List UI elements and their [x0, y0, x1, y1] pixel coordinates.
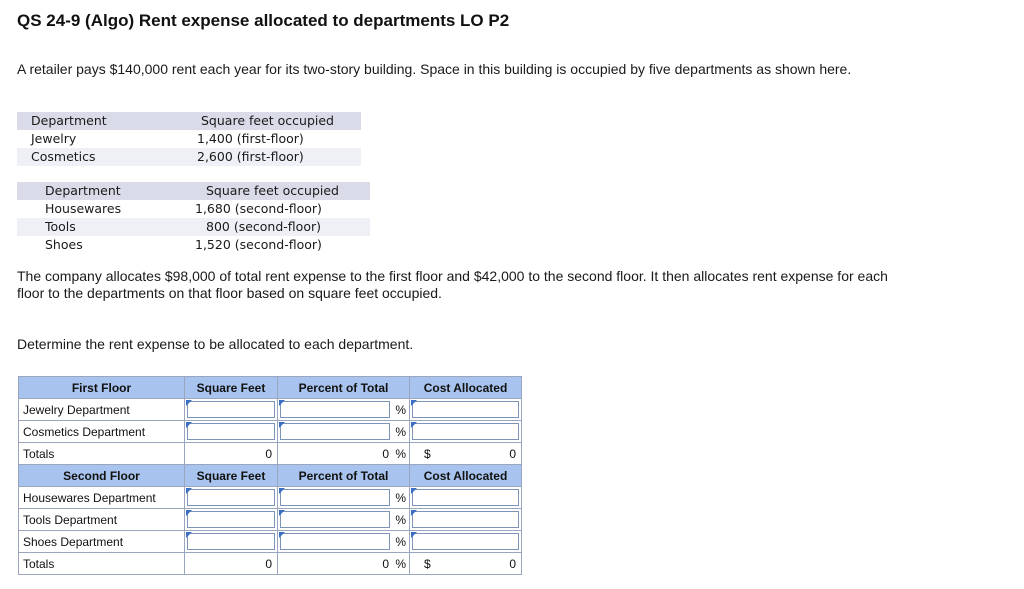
jewelry-sqft-input[interactable]	[185, 399, 278, 421]
total-sqft-cell	[185, 553, 278, 575]
first-floor-header-row	[19, 377, 522, 399]
totals-label: Totals	[19, 553, 185, 575]
input-marker-icon	[411, 488, 417, 494]
percent-sign: %	[395, 491, 406, 505]
dept-sqft: 2,600 (first-floor)	[197, 149, 304, 164]
second-floor-totals-row	[19, 553, 522, 575]
department-table-second-floor	[17, 182, 370, 254]
total-percent-value: 0	[382, 447, 389, 461]
table-row	[19, 509, 522, 531]
row-label-cosmetics: Cosmetics Department	[19, 421, 185, 443]
instruction-text: Determine the rent expense to be allocated to each department.	[17, 336, 414, 352]
row-label-shoes: Shoes Department	[19, 531, 185, 553]
dept-name: Housewares	[45, 201, 122, 216]
header-department: Department	[31, 113, 107, 128]
input-marker-icon	[279, 532, 285, 538]
table-row	[19, 399, 522, 421]
totals-label: Totals	[19, 443, 185, 465]
total-sqft-value: 0	[265, 557, 272, 571]
page-title: QS 24-9 (Algo) Rent expense allocated to departments LO P2	[17, 11, 510, 30]
percent-sign: %	[395, 403, 406, 417]
total-sqft-value: 0	[265, 447, 272, 461]
dept-name: Shoes	[45, 237, 83, 252]
row-label-housewares: Housewares Department	[19, 487, 185, 509]
input-marker-icon	[279, 400, 285, 406]
header-department: Department	[45, 183, 121, 198]
cosmetics-sqft-input[interactable]	[185, 421, 278, 443]
tools-cost-input[interactable]	[410, 509, 522, 531]
total-cost-value: 0	[509, 447, 516, 461]
input-marker-icon	[186, 510, 192, 516]
input-marker-icon	[186, 532, 192, 538]
col-cost-allocated: Cost Allocated	[410, 377, 522, 399]
table-row	[17, 148, 361, 166]
dept-sqft: 1,680 (second-floor)	[195, 201, 322, 216]
input-marker-icon	[279, 488, 285, 494]
col-square-feet: Square Feet	[185, 465, 278, 487]
total-cost-cell	[410, 443, 522, 465]
dollar-sign: $	[424, 447, 431, 461]
percent-sign: %	[395, 513, 406, 527]
input-marker-icon	[411, 422, 417, 428]
total-cost-value: 0	[509, 557, 516, 571]
housewares-cost-input[interactable]	[410, 487, 522, 509]
input-marker-icon	[411, 532, 417, 538]
dept-name: Tools	[45, 219, 76, 234]
col-percent-total: Percent of Total	[278, 465, 410, 487]
shoes-cost-input[interactable]	[410, 531, 522, 553]
percent-sign: %	[395, 425, 406, 439]
shoes-sqft-input[interactable]	[185, 531, 278, 553]
input-marker-icon	[279, 422, 285, 428]
row-label-jewelry: Jewelry Department	[19, 399, 185, 421]
intro-paragraph: A retailer pays $140,000 rent each year for its two-story building. Space in this building is occupied by five departments as shown here.	[17, 61, 852, 77]
shoes-percent-input[interactable]	[278, 531, 410, 553]
cosmetics-percent-input[interactable]	[278, 421, 410, 443]
second-floor-header-row	[19, 465, 522, 487]
cosmetics-cost-input[interactable]	[410, 421, 522, 443]
table-row	[19, 531, 522, 553]
allocation-paragraph: The company allocates $98,000 of total rent expense to the first floor and $42,000 to the second floor. It then allocates rent expense for each floor to the departments on that floor based on square feet occupied.	[17, 268, 888, 301]
table-row	[17, 130, 361, 148]
col-cost-allocated: Cost Allocated	[410, 465, 522, 487]
tools-percent-input[interactable]	[278, 509, 410, 531]
rent-allocation-worksheet	[18, 376, 522, 575]
input-marker-icon	[411, 510, 417, 516]
total-percent-cell	[278, 443, 410, 465]
first-floor-label: First Floor	[19, 377, 185, 399]
table-row	[19, 421, 522, 443]
total-percent-cell	[278, 553, 410, 575]
input-marker-icon	[186, 422, 192, 428]
input-marker-icon	[279, 510, 285, 516]
header-square-feet: Square feet occupied	[201, 113, 334, 128]
housewares-percent-input[interactable]	[278, 487, 410, 509]
col-percent-total: Percent of Total	[278, 377, 410, 399]
tools-sqft-input[interactable]	[185, 509, 278, 531]
row-label-tools: Tools Department	[19, 509, 185, 531]
input-marker-icon	[411, 400, 417, 406]
percent-sign: %	[395, 535, 406, 549]
input-marker-icon	[186, 400, 192, 406]
jewelry-percent-input[interactable]	[278, 399, 410, 421]
total-sqft-cell	[185, 443, 278, 465]
percent-sign: %	[395, 447, 406, 461]
dept-sqft: 800 (second-floor)	[206, 219, 321, 234]
total-percent-value: 0	[382, 557, 389, 571]
dept-sqft: 1,400 (first-floor)	[197, 131, 304, 146]
col-square-feet: Square Feet	[185, 377, 278, 399]
dept-sqft: 1,520 (second-floor)	[195, 237, 322, 252]
table-row	[17, 200, 370, 218]
jewelry-cost-input[interactable]	[410, 399, 522, 421]
table-row	[17, 236, 370, 254]
housewares-sqft-input[interactable]	[185, 487, 278, 509]
dept-name: Jewelry	[31, 131, 77, 146]
table-row	[19, 487, 522, 509]
total-cost-cell	[410, 553, 522, 575]
table-header-row	[17, 182, 370, 200]
input-marker-icon	[186, 488, 192, 494]
dept-name: Cosmetics	[31, 149, 96, 164]
second-floor-label: Second Floor	[19, 465, 185, 487]
first-floor-totals-row	[19, 443, 522, 465]
header-square-feet: Square feet occupied	[206, 183, 339, 198]
department-table-first-floor	[17, 112, 361, 166]
percent-sign: %	[395, 557, 406, 571]
dollar-sign: $	[424, 557, 431, 571]
table-row	[17, 218, 370, 236]
table-header-row	[17, 112, 361, 130]
